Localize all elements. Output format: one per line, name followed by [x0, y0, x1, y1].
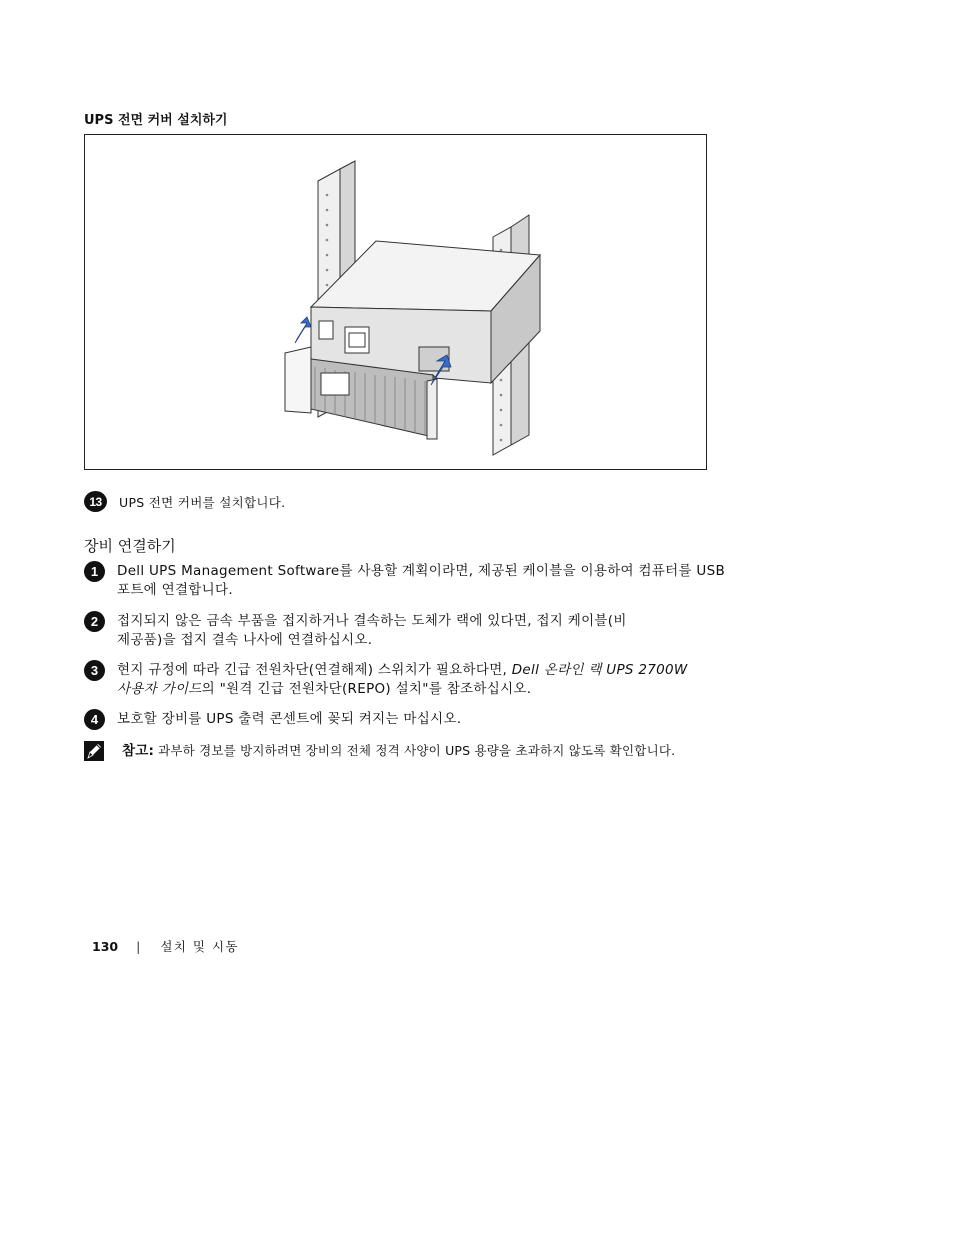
step-13	[84, 492, 759, 512]
document-title-emphasis: 사용자 가이드	[117, 681, 202, 697]
step-text-line: 접지되지 않은 금속 부품을 접지하거나 결속하는 도체가 랙에 있다면, 접지 케이블(비	[117, 613, 627, 629]
footer-section-title: 설치 및 시동	[160, 939, 240, 954]
section-heading: 장비 연결하기	[84, 537, 176, 555]
step-3	[84, 661, 757, 699]
step-text: 보호할 장비를 UPS 출력 콘센트에 꽂되 켜지는 마십시오.	[117, 711, 462, 727]
step-number-badge: 2	[84, 611, 105, 632]
step-text	[117, 661, 757, 699]
ups-rack-illustration	[85, 135, 708, 471]
step-1	[84, 562, 757, 600]
step-text-line: Dell UPS Management Software를 사용할 계획이라면, 제공된 케이블을 이용하여 컴퓨터를 USB	[117, 563, 726, 579]
step-text: UPS 전면 커버를 설치합니다.	[119, 495, 286, 510]
step-2	[84, 612, 757, 650]
step-number-badge: 4	[84, 709, 105, 730]
step-4	[84, 710, 757, 730]
figure-title: UPS 전면 커버 설치하기	[84, 113, 228, 128]
step-number-badge: 13	[84, 491, 107, 512]
step-text-line: 제공품)을 접지 결속 나사에 연결하십시오.	[117, 632, 373, 648]
page-footer	[92, 937, 239, 955]
note-text: 참고: 과부하 경보를 방지하려면 장비의 전체 정격 사양이 UPS 용량을 초과하지 않도록 확인합니다.	[122, 743, 676, 759]
figure-illustration	[84, 134, 707, 470]
page-number: 130	[92, 938, 119, 954]
document-title-emphasis: Dell 온라인 랙 UPS 2700W	[511, 662, 688, 678]
pencil-note-icon	[84, 741, 104, 761]
step-number-badge: 1	[84, 561, 105, 582]
step-text	[117, 562, 757, 600]
footer-separator: |	[136, 938, 141, 954]
note-label: 참고:	[122, 743, 155, 759]
step-text-line: 현지 규정에 따라 긴급 전원차단(연결해제) 스위치가 필요하다면, Dell 온라인 랙 UPS 2700W	[117, 662, 688, 678]
step-text-line: 사용자 가이드의 "원격 긴급 전원차단(REPO) 설치"를 참조하십시오.	[117, 681, 532, 697]
step-text-line: 포트에 연결합니다.	[117, 582, 233, 598]
note	[84, 741, 675, 761]
step-text	[117, 612, 757, 650]
step-number-badge: 3	[84, 660, 105, 681]
